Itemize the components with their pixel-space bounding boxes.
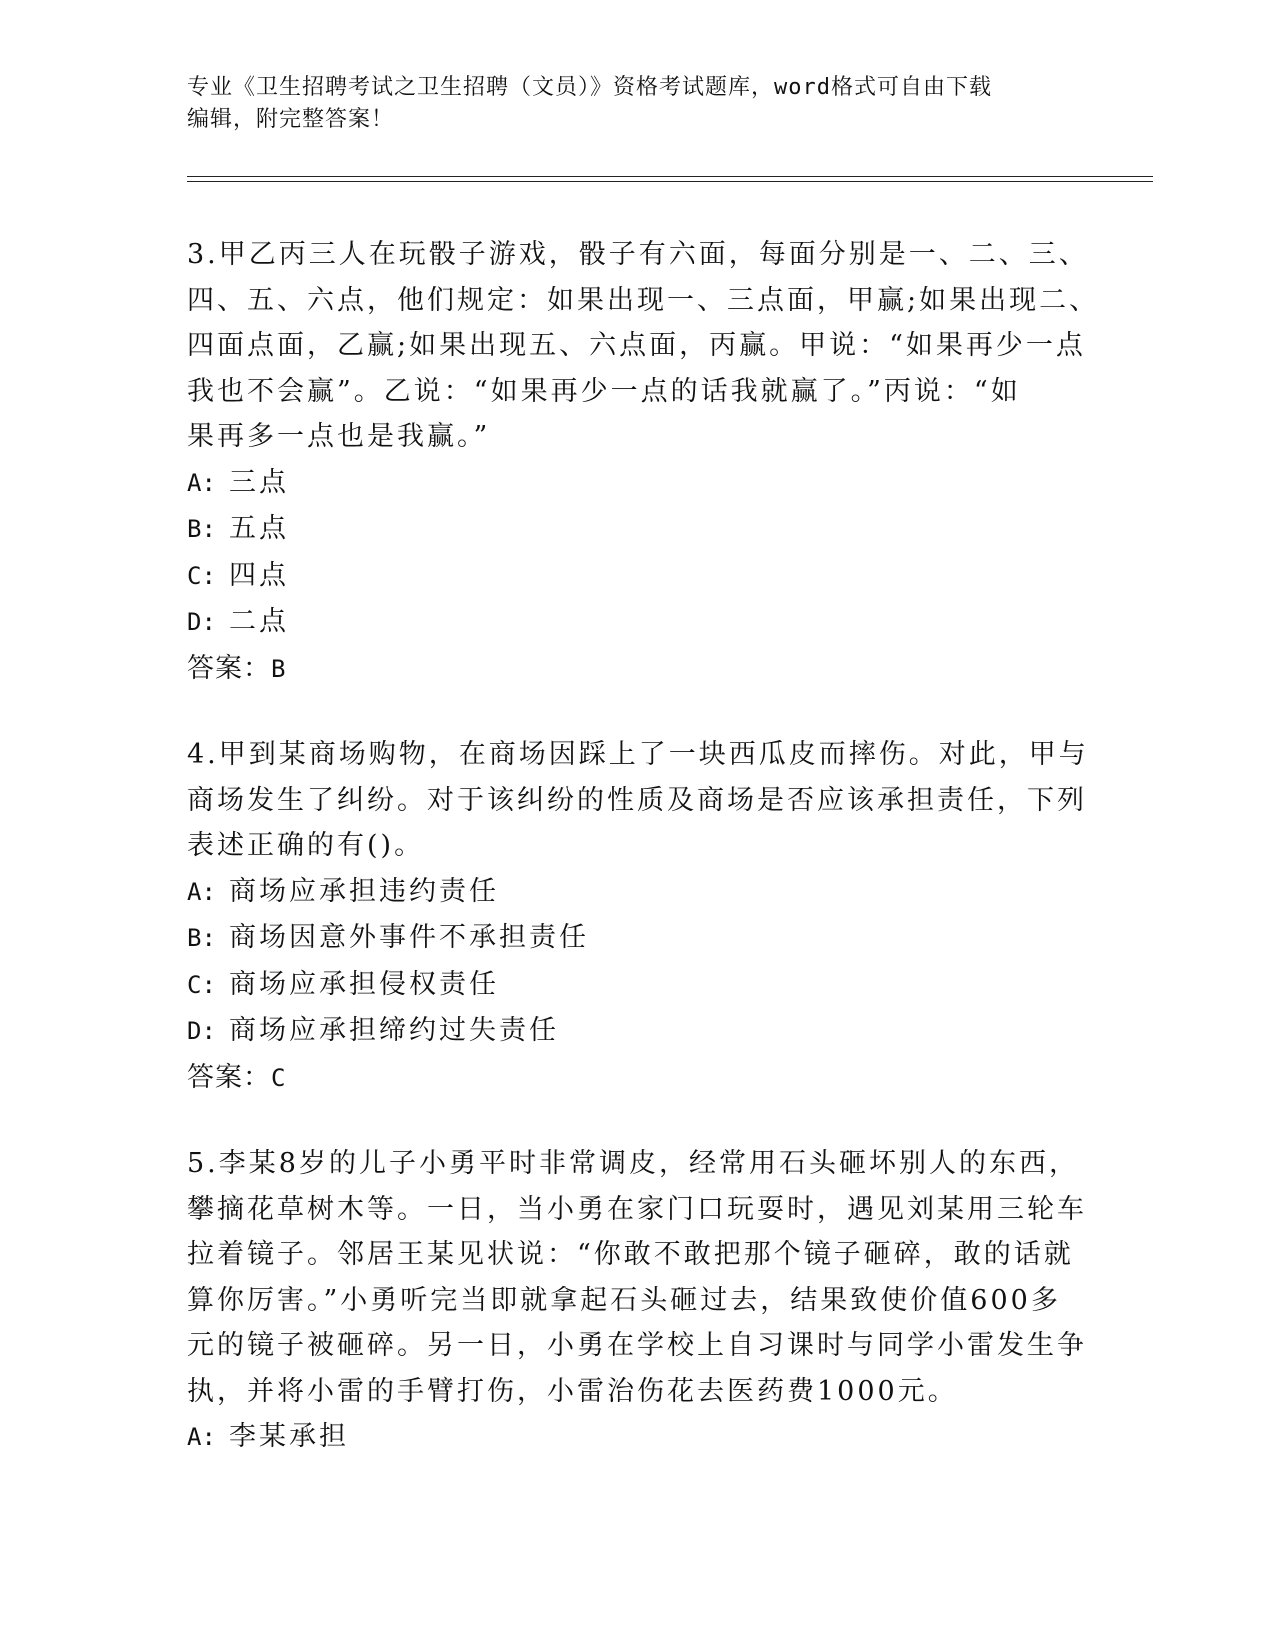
option-a [187, 460, 1067, 507]
answer-value: B [271, 654, 287, 683]
question-stem-line: 四、五、六点，他们规定：如果出现一、三点面，甲赢;如果出现二、 [187, 284, 1100, 316]
document-header [187, 72, 1067, 136]
question-stem-line: 4.甲到某商场购物，在商场因踩上了一块西瓜皮而摔伤。对此，甲与 [187, 739, 1089, 770]
option-text: 商场应承担违约责任 [229, 875, 499, 907]
option-a [187, 1414, 1067, 1461]
option-text: 商场因意外事件不承担责任 [229, 922, 589, 953]
question-stem-line: 算你厉害。”小勇听完当即就拿起石头砸过去，结果致使价值600多 [187, 1284, 1061, 1316]
question-stem-line: 攀摘花草树木等。一日，当小勇在家门口玩耍时，遇见刘某用三轮车 [187, 1193, 1087, 1225]
question-5 [187, 1141, 1087, 1461]
option-key: B: [187, 924, 216, 952]
header-line-1: 专业《卫生招聘考试之卫生招聘（文员）》资格考试题库，word格式可自由下载 [187, 75, 992, 100]
question-stem-line: 果再多一点也是我赢。” [187, 421, 491, 452]
answer-label: 答案： [187, 652, 271, 684]
option-key: D: [187, 1017, 216, 1045]
header-line-2: 编辑，附完整答案！ [187, 107, 395, 132]
question-stem-line: 商场发生了纠纷。对于该纠纷的性质及商场是否应该承担责任，下列 [187, 784, 1087, 816]
option-key: A: [187, 877, 216, 906]
option-text: 商场应承担侵权责任 [229, 968, 499, 1000]
answer-label: 答案： [187, 1061, 271, 1093]
option-text: 三点 [229, 466, 289, 498]
option-text: 二点 [229, 606, 289, 637]
option-b [187, 915, 1067, 962]
question-stem-line: 元的镜子被砸碎。另一日，小勇在学校上自习课时与同学小雷发生争 [187, 1330, 1087, 1361]
option-key: C: [187, 561, 216, 590]
question-stem-line: 执，并将小雷的手臂打伤，小雷治伤花去医药费1000元。 [187, 1375, 958, 1407]
question-3 [187, 232, 1100, 692]
option-key: D: [187, 608, 216, 636]
question-stem-line: 表述正确的有()。 [187, 830, 425, 861]
answer-line [187, 646, 1067, 692]
question-stem-line: 3.甲乙丙三人在玩骰子游戏，骰子有六面，每面分别是一、二、三、 [187, 239, 1089, 270]
option-c [187, 962, 1067, 1009]
option-text: 四点 [229, 559, 289, 591]
option-text: 商场应承担缔约过失责任 [229, 1015, 559, 1046]
question-stem-line: 我也不会赢”。乙说：“如果再少一点的话我就赢了。”丙说：“如 [187, 375, 1021, 407]
question-stem-line: 四面点面，乙赢;如果出现五、六点面，丙赢。甲说：“如果再少一点 [187, 330, 1086, 361]
question-4 [187, 732, 1089, 1101]
option-text: 五点 [229, 513, 289, 544]
option-key: B: [187, 515, 216, 543]
header-divider-bottom [187, 181, 1153, 182]
option-b [187, 506, 1067, 553]
option-key: A: [187, 468, 216, 497]
option-c [187, 553, 1067, 600]
option-key: A: [187, 1423, 216, 1451]
option-text: 李某承担 [229, 1421, 349, 1452]
header-divider-top [187, 176, 1153, 177]
answer-line [187, 1055, 1067, 1101]
answer-value: C [271, 1063, 287, 1092]
question-stem-line: 拉着镜子。邻居王某见状说：“你敢不敢把那个镜子砸碎，敢的话就 [187, 1239, 1074, 1270]
question-stem-line: 5.李某8岁的儿子小勇平时非常调皮，经常用石头砸坏别人的东西， [187, 1148, 1079, 1179]
option-d [187, 599, 1067, 646]
option-key: C: [187, 970, 216, 999]
option-a [187, 869, 1067, 916]
option-d [187, 1008, 1067, 1055]
